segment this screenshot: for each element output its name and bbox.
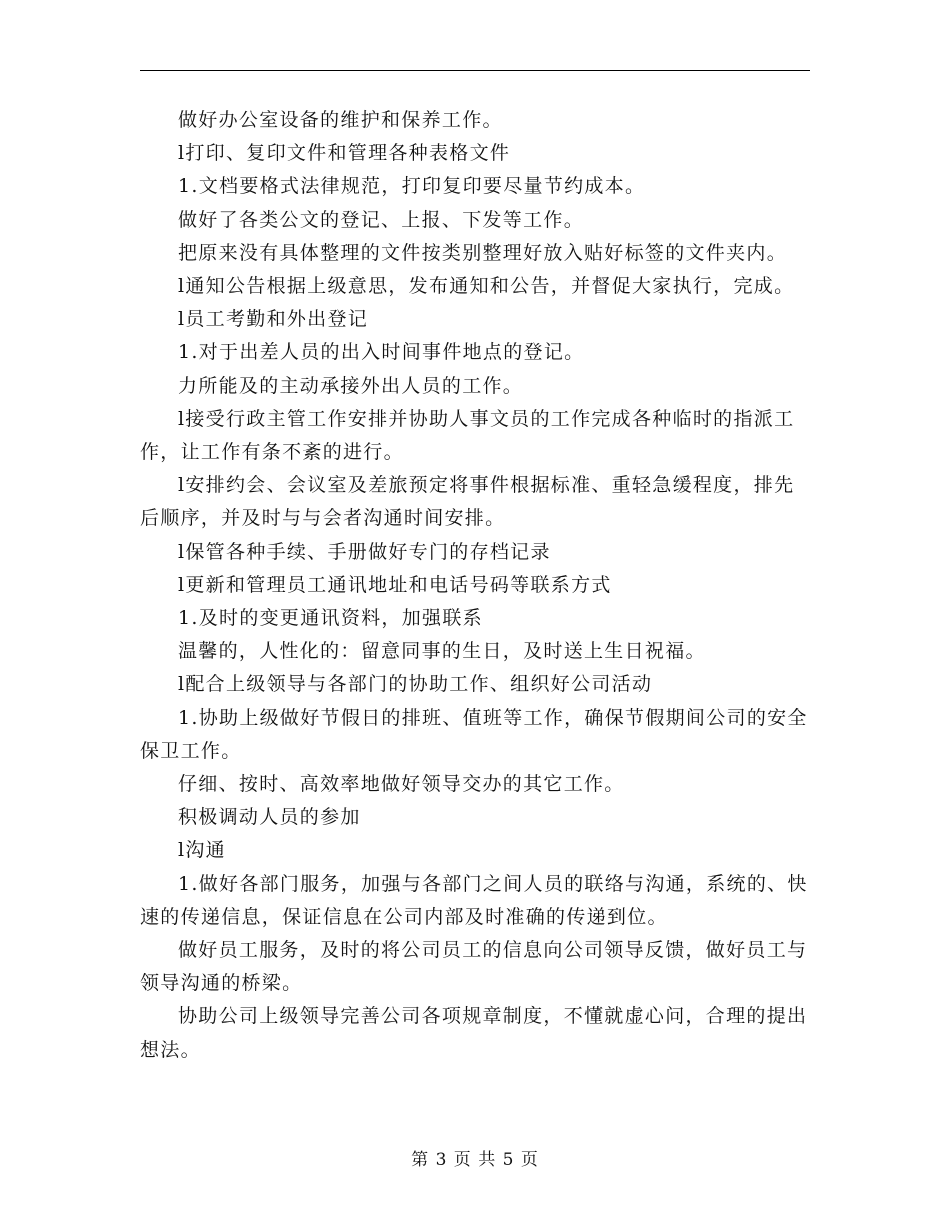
- paragraph: l沟通: [178, 839, 226, 862]
- footer-suffix: 页: [520, 1150, 539, 1170]
- footer-prefix: 第: [411, 1150, 430, 1170]
- paragraph: 1.文档要格式法律规范，打印复印要尽量节约成本。: [178, 175, 646, 198]
- paragraph: 1.做好各部门服务，加强与各部门之间人员的联络与沟通，系统的、快速的传递信息，保证信息在公司内部及时准确的传递到位。: [140, 872, 808, 928]
- paragraph: 温馨的，人性化的：留意同事的生日，及时送上生日祝福。: [178, 640, 706, 663]
- paragraph: l保管各种手续、手册做好专门的存档记录: [178, 540, 551, 563]
- paragraph: 1.对于出差人员的出入时间事件地点的登记。: [178, 341, 585, 364]
- paragraph: 做好办公室设备的维护和保养工作。: [178, 109, 503, 131]
- paragraph: 力所能及的主动承接外出人员的工作。: [178, 374, 524, 397]
- paragraph: 1.及时的变更通讯资料，加强联系: [178, 607, 483, 630]
- paragraph: 积极调动人员的参加: [178, 806, 361, 829]
- paragraph: 做好了各类公文的登记、上报、下发等工作。: [178, 208, 585, 231]
- body-text: [140, 104, 812, 1067]
- paragraph: 做好员工服务，及时的将公司员工的信息向公司领导反馈，做好员工与领导沟通的桥梁。: [140, 939, 808, 995]
- paragraph: l接受行政主管工作安排并协助人事文员的工作完成各种临时的指派工作，让工作有条不紊的进行。: [140, 407, 795, 464]
- paragraph: l安排约会、会议室及差旅预定将事件根据标准、重轻急缓程度，排先后顺序，并及时与与会者沟通时间安排。: [140, 474, 795, 530]
- page-footer: [0, 1145, 950, 1170]
- footer-middle: 页 共: [453, 1150, 497, 1170]
- header-rule: [140, 70, 810, 71]
- paragraph: l员工考勤和外出登记: [178, 308, 369, 331]
- paragraph: 协助公司上级领导完善公司各项规章制度，不懂就虚心问，合理的提出想法。: [140, 1005, 808, 1061]
- paragraph: l更新和管理员工通讯地址和电话号码等联系方式: [178, 573, 612, 596]
- paragraph: 仔细、按时、高效率地做好领导交办的其它工作。: [178, 773, 625, 796]
- total-pages-number: 5: [502, 1150, 515, 1170]
- paragraph: 把原来没有具体整理的文件按类别整理好放入贴好标签的文件夹内。: [178, 241, 788, 264]
- paragraph: l打印、复印文件和管理各种表格文件: [178, 142, 511, 165]
- paragraph: l通知公告根据上级意思，发布通知和公告，并督促大家执行，完成。: [178, 275, 795, 298]
- current-page-number: 3: [435, 1150, 448, 1170]
- paragraph: l配合上级领导与各部门的协助工作、组织好公司活动: [178, 673, 653, 696]
- paragraph: 1.协助上级做好节假日的排班、值班等工作，确保节假期间公司的安全保卫工作。: [140, 706, 808, 762]
